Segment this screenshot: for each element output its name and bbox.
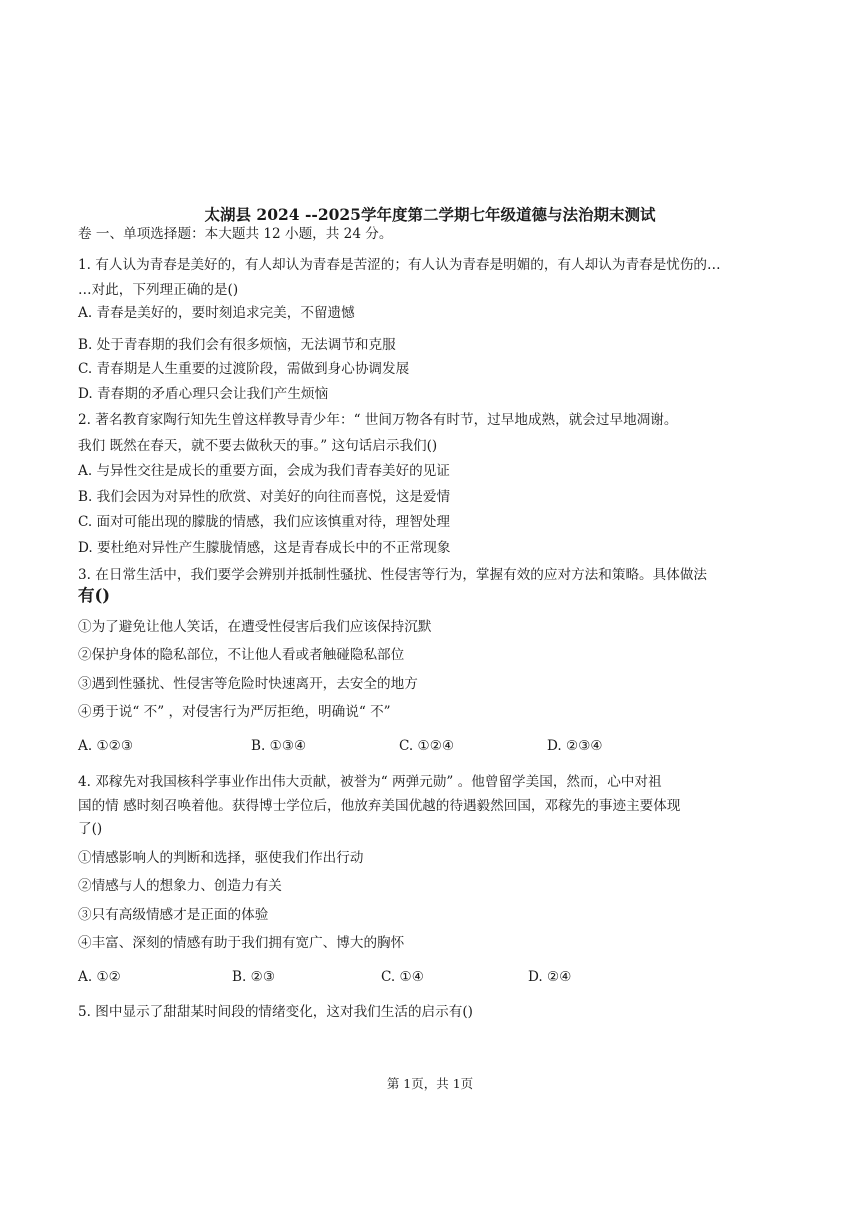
q3-option-b: B. ①③④ xyxy=(251,738,307,754)
page-footer: 第 1页，共 1页 xyxy=(386,1076,474,1091)
q3-option-c: C. ①②④ xyxy=(399,738,455,754)
q1-option-b: B. 处于青春期的我们会有很多烦恼，无法调节和克服 xyxy=(78,337,396,353)
section-heading: 卷 一、单项选择题：本大题共 12 小题，共 24 分。 xyxy=(78,226,393,242)
q4-option-b: B. ②③ xyxy=(232,969,276,985)
q2-stem-line-2: 我们 既然在春天，就不要去做秋天的事。” 这句话启示我们() xyxy=(78,438,438,454)
q3-statement-2: ②保护身体的隐私部位，不让他人看或者触碰隐私部位 xyxy=(78,647,405,663)
q4-statement-3: ③只有高级情感才是正面的体验 xyxy=(78,907,269,923)
q4-stem-line-2: 国的情 感时刻召唤着他。获得博士学位后，他放弃美国优越的待遇毅然回国，邓稼先的事迹主要体现 xyxy=(78,798,681,814)
q3-statement-4: ④勇于说“ 不” ，对侵害行为严厉拒绝，明确说“ 不” xyxy=(78,704,391,720)
q3-stem-line-1: 3. 在日常生活中，我们要学会辨别并抵制性骚扰、性侵害等行为，掌握有效的应对方法和策略。具体做法 xyxy=(78,567,708,583)
q5-stem-line-1: 5. 图中显示了甜甜某时间段的情绪变化，这对我们生活的启示有() xyxy=(78,1004,473,1020)
q3-option-a: A. ①②③ xyxy=(78,738,134,754)
q1-stem-line-2: …对此，下列理正确的是() xyxy=(78,282,239,298)
q1-option-a: A. 青春是美好的，要时刻追求完美，不留遗憾 xyxy=(78,305,355,321)
q2-option-d: D. 要杜绝对异性产生朦胧情感，这是青春成长中的不正常现象 xyxy=(78,540,451,556)
q1-option-d: D. 青春期的矛盾心理只会让我们产生烦恼 xyxy=(78,386,329,402)
page-title: 太湖县 2024 --2025学年度第二学期七年级道德与法治期末测试 xyxy=(204,205,656,224)
q4-statement-4: ④丰富、深刻的情感有助于我们拥有宽广、博大的胸怀 xyxy=(78,935,405,951)
q2-stem-line-1: 2. 著名教育家陶行知先生曾这样教导青少年：“ 世间万物各有时节，过早地成熟，就会过早地凋谢。 xyxy=(78,412,678,428)
q3-option-d: D. ②③④ xyxy=(547,738,603,754)
q4-statement-1: ①情感影响人的判断和选择，驱使我们作出行动 xyxy=(78,850,364,866)
q4-stem-line-3: 了() xyxy=(78,821,103,837)
q3-statement-3: ③遇到性骚扰、性侵害等危险时快速离开，去安全的地方 xyxy=(78,676,418,692)
q4-statement-2: ②情感与人的想象力、创造力有关 xyxy=(78,878,282,894)
q2-option-c: C. 面对可能出现的朦胧的情感，我们应该慎重对待，理智处理 xyxy=(78,514,450,530)
q4-option-c: C. ①④ xyxy=(381,969,424,985)
q3-stem-line-2: 有() xyxy=(78,586,111,605)
q3-statement-1: ①为了避免让他人笑话，在遭受性侵害后我们应该保持沉默 xyxy=(78,619,432,635)
q4-option-d: D. ②④ xyxy=(528,969,572,985)
q1-option-c: C. 青春期是人生重要的过渡阶段，需做到身心协调发展 xyxy=(78,361,410,377)
q2-option-b: B. 我们会因为对异性的欣赏、对美好的向往而喜悦，这是爱情 xyxy=(78,489,451,505)
q2-option-a: A. 与异性交往是成长的重要方面，会成为我们青春美好的见证 xyxy=(78,463,450,479)
q4-option-a: A. ①② xyxy=(78,969,121,985)
q1-stem-line-1: 1. 有人认为青春是美好的，有人却认为青春是苦涩的；有人认为青春是明媚的，有人却认为青春是忧伤的… xyxy=(78,257,721,273)
q4-stem-line-1: 4. 邓稼先对我国核科学事业作出伟大贡献，被誉为“ 两弹元勋” 。他曾留学美国，然而，心中对祖 xyxy=(78,774,662,790)
